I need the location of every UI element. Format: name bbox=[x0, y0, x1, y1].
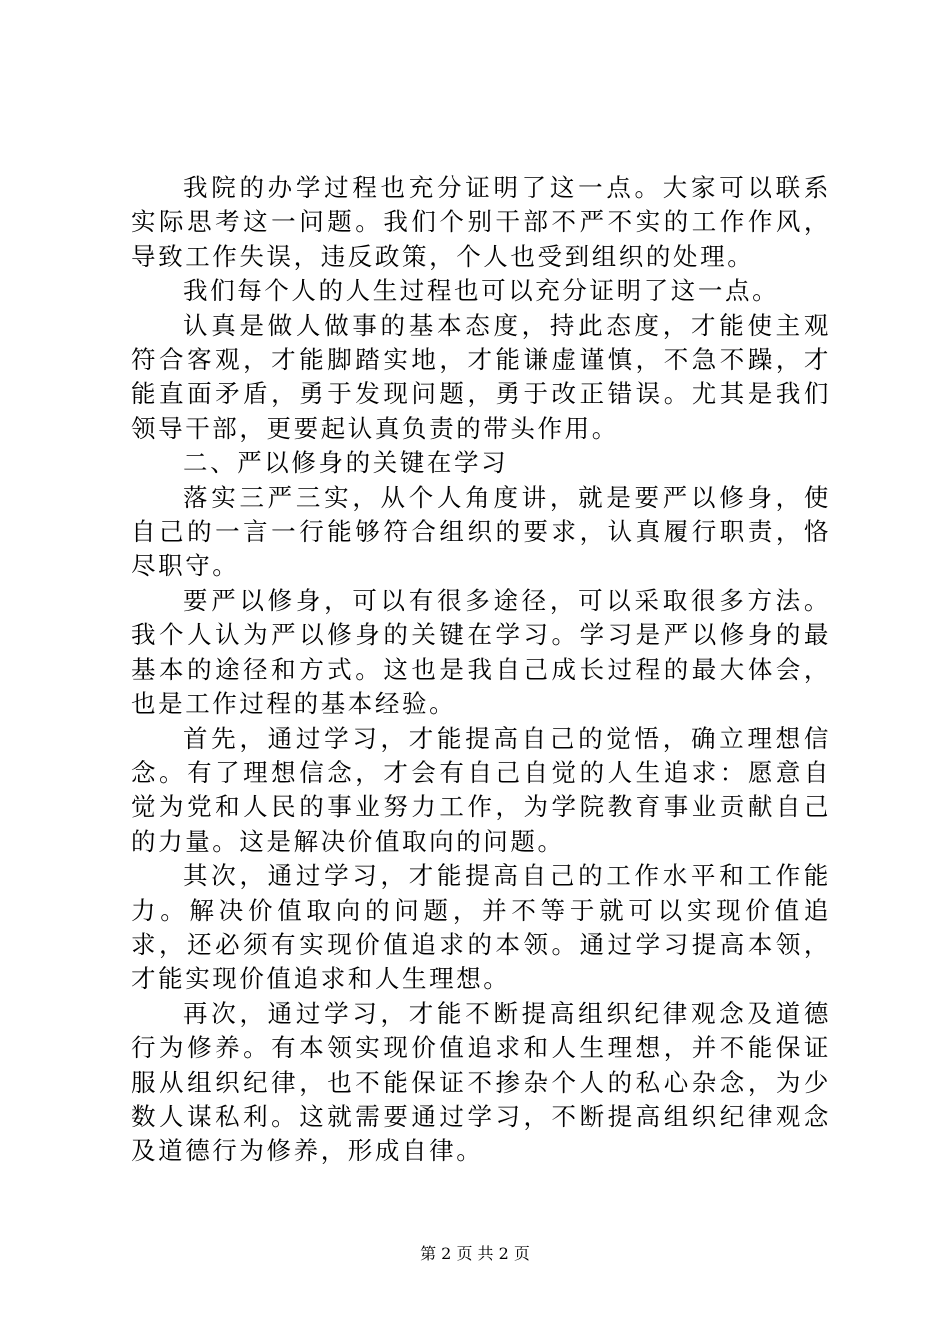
paragraph: 我们每个人的人生过程也可以充分证明了这一点。 bbox=[183, 276, 780, 306]
paragraph: 要严以修身，可以有很多途径，可以采取很多方法。我个人认为严以修身的关键在学习。学习是严以修身的最基本的途径和方式。这也是我自己成长过程的最大体会，也是工作过程的基本经验。 bbox=[131, 585, 831, 719]
paragraph: 其次，通过学习，才能提高自己的工作水平和工作能力。解决价值取向的问题，并不等于就可以实现价值追求，还必须有实现价值追求的本领。通过学习提高本领，才能实现价值追求和人生理想。 bbox=[131, 861, 831, 994]
page-number-footer: 第 2 页 共 2 页 bbox=[420, 1244, 530, 1263]
paragraph: 再次，通过学习，才能不断提高组织纪律观念及道德行为修养。有本领实现价值追求和人生理想，并不能保证服从组织纪律，也不能保证不掺杂个人的私心杂念，为少数人谋私利。这就需要通过学习，不断提高组织纪律观念及道德行为修养，形成自律。 bbox=[131, 998, 831, 1166]
paragraph: 认真是做人做事的基本态度，持此态度，才能使主观符合客观，才能脚踏实地，才能谦虚谨慎，不急不躁，才能直面矛盾，勇于发现问题，勇于改正错误。尤其是我们领导干部，更要起认真负责的带头作用。 bbox=[131, 310, 831, 443]
paragraph: 我院的办学过程也充分证明了这一点。大家可以联系实际思考这一问题。我们个别干部不严不实的工作作风，导致工作失误，违反政策，个人也受到组织的处理。 bbox=[131, 173, 831, 271]
paragraph: 落实三严三实，从个人角度讲，就是要严以修身，使自己的一言一行能够符合组织的要求，认真履行职责，恪尽职守。 bbox=[131, 482, 831, 581]
paragraph: 首先，通过学习，才能提高自己的觉悟，确立理想信念。有了理想信念，才会有自己自觉的人生追求：愿意自觉为党和人民的事业努力工作，为学院教育事业贡献自己的力量。这是解决价值取向的问题。 bbox=[131, 723, 831, 856]
document-body bbox=[131, 171, 831, 1169]
section-heading: 二、严以修身的关键在学习 bbox=[183, 448, 509, 478]
